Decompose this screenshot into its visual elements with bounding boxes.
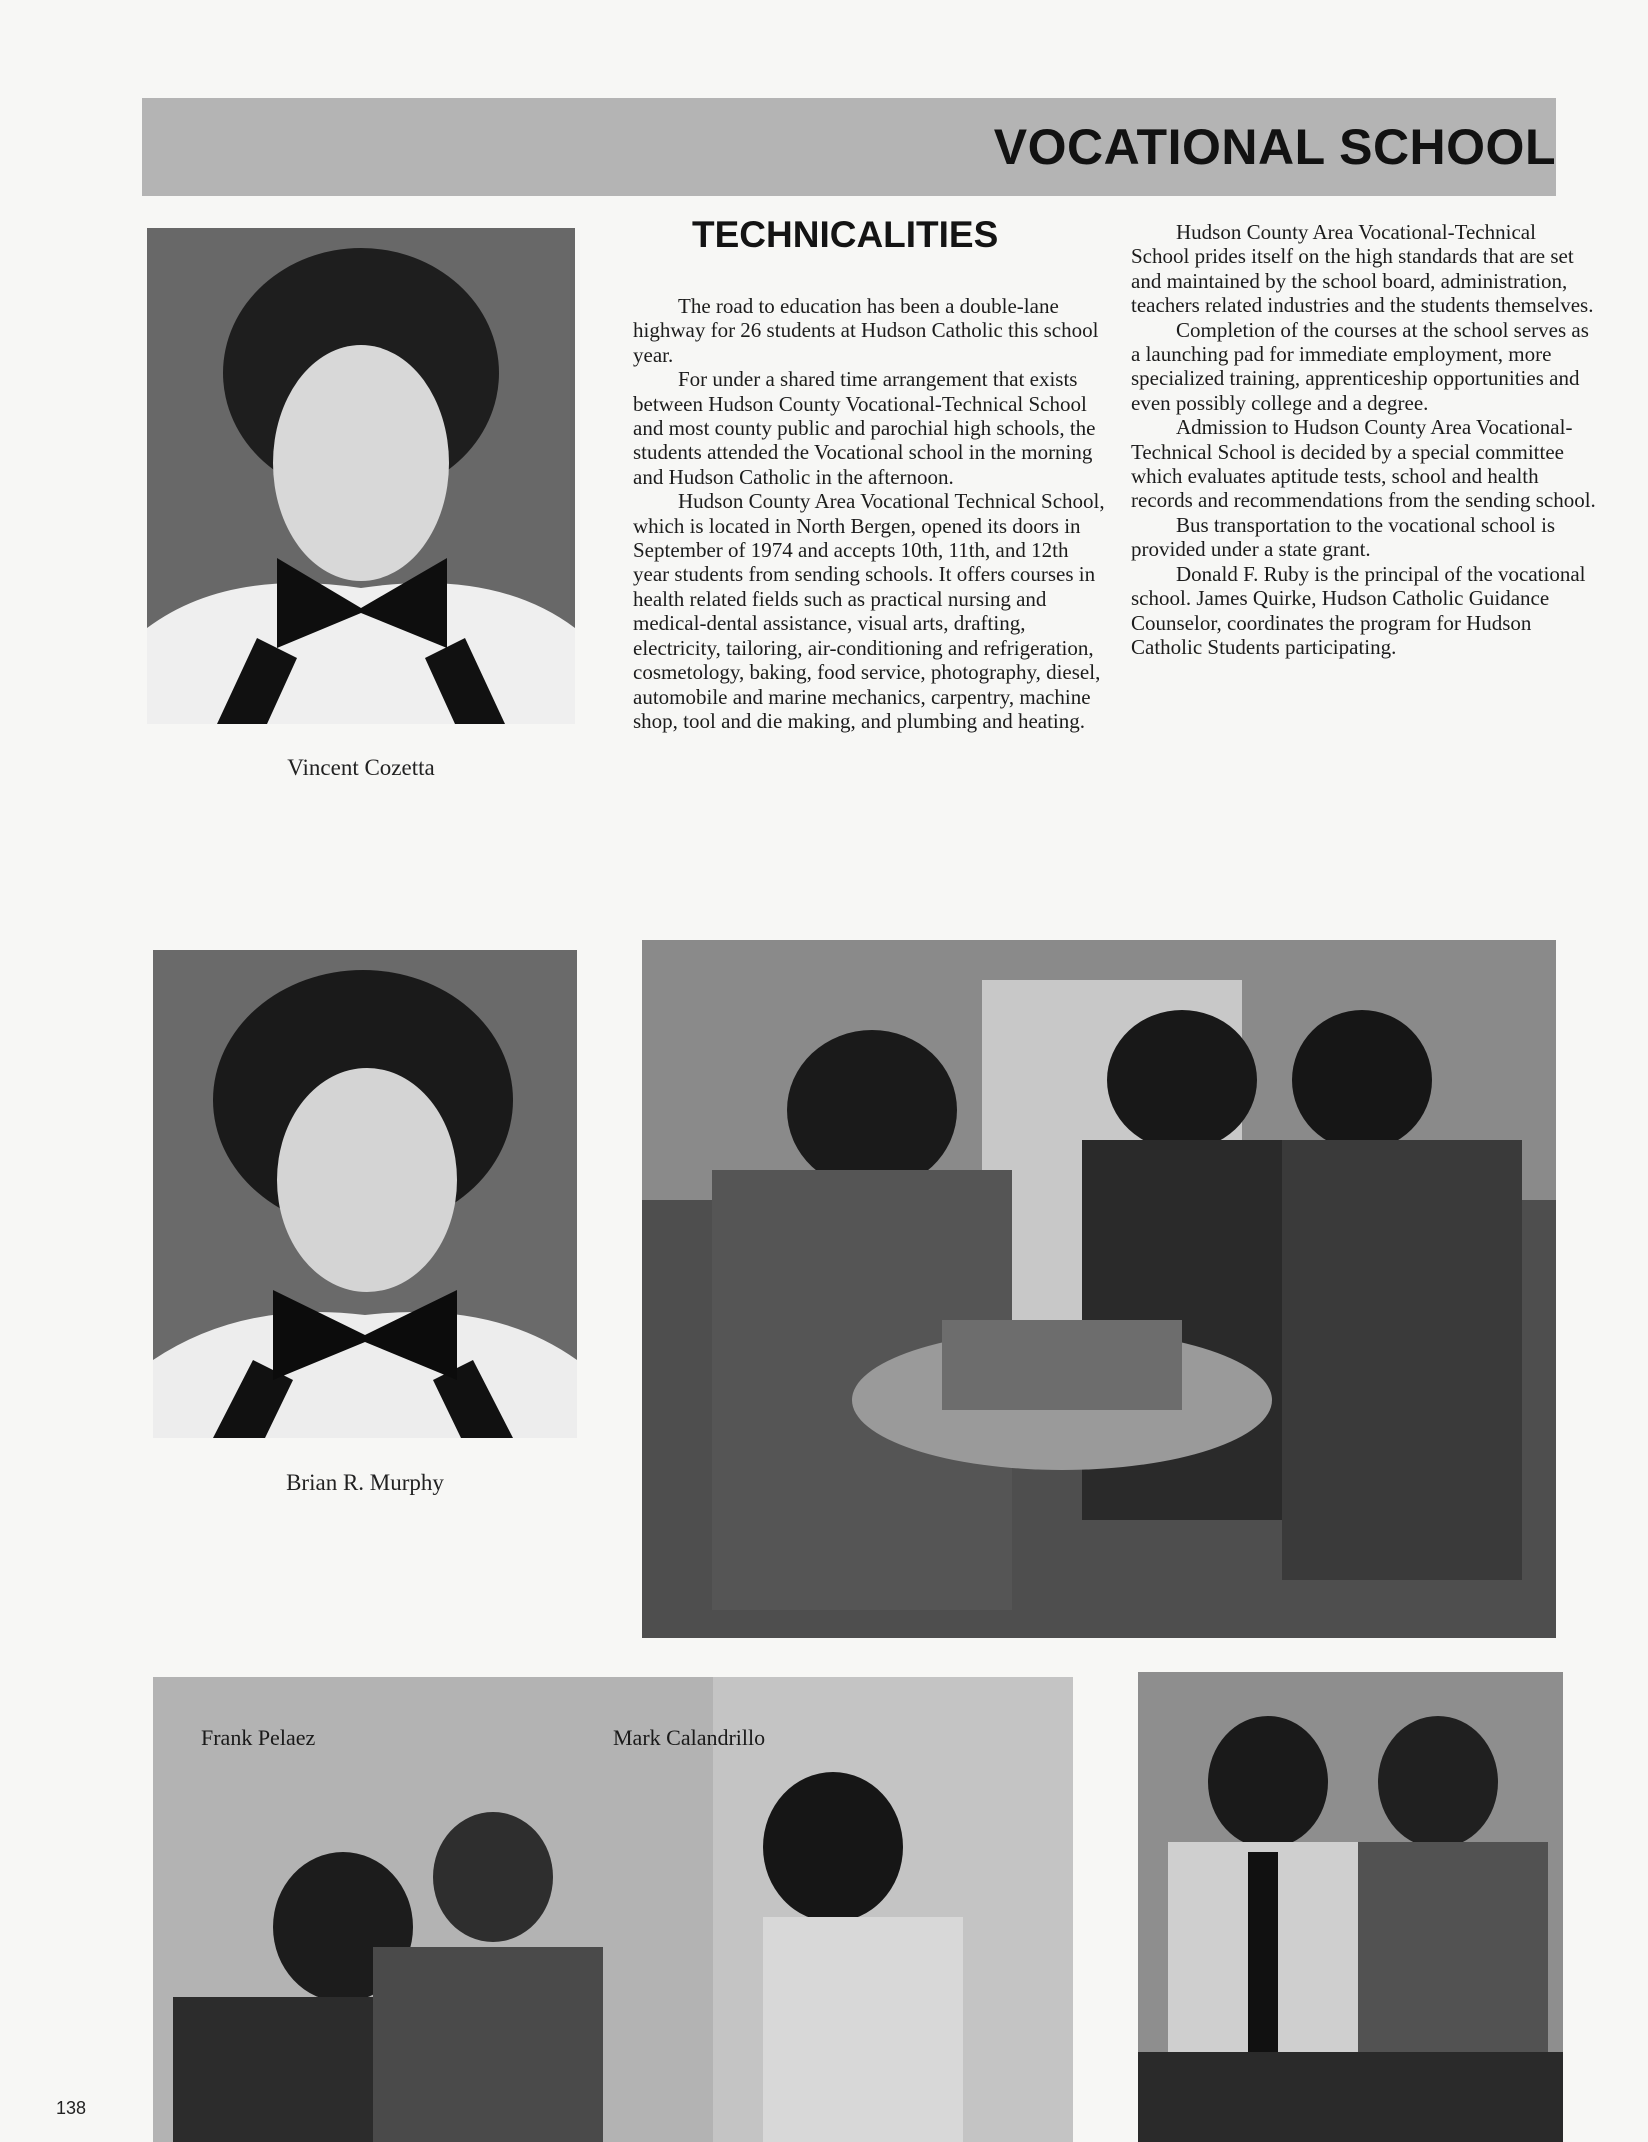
paragraph: Bus transportation to the vocational school is provided under a state grant. [1131, 512, 1556, 562]
section-title: VOCATIONAL SCHOOL [993, 119, 1556, 175]
workshop-photo-engine [642, 940, 1556, 1638]
workshop-photo-wiring [153, 1677, 1073, 2142]
photo-label-left: Frank Pelaez [201, 1725, 316, 1750]
portrait-1-caption: Vincent Cozetta [287, 755, 435, 780]
paragraph: The road to education has been a double-lane highway for 26 students at Hudson Catholic this school year. [633, 294, 1099, 367]
section-banner [142, 98, 1556, 196]
portrait-2-caption: Brian R. Murphy [286, 1470, 444, 1495]
workshop-photo-students [1138, 1672, 1563, 2142]
article-heading: TECHNICALITIES [692, 214, 999, 255]
article-column-1 [633, 294, 1106, 733]
paragraph: Admission to Hudson County Area Vocational-Technical School is decided by a special committee which evaluates aptitude tests, school and health records and recommendations from the sending school. [1131, 415, 1596, 513]
portrait-photo-1 [147, 228, 575, 724]
paragraph: Completion of the courses at the school serves as a launching pad for immediate employment, more specialized training, apprenticeship opportunities and even possibly college and a degree. [1131, 317, 1589, 415]
page-number: 138 [56, 2098, 87, 2118]
photo-label-right: Mark Calandrillo [613, 1725, 766, 1750]
paragraph: Donald F. Ruby is the principal of the vocational school. James Quirke, Hudson Catholic Guidance Counselor, coordinates the program for Hudson Catholic Students participating. [1131, 561, 1586, 659]
paragraph: Hudson County Area Vocational Technical School, which is located in North Bergen, opened its doors in September of 1974 and accepts 10th, 11th, and 12th year students from sending schools. It offers courses in health related fields such as practical nursing and medical-dental assistance, visual arts, drafting, electricity, tailoring, air-conditioning and refrigeration, cosmetology, baking, food service, photography, diesel, automobile and marine mechanics, carpentry, machine shop, tool and die making, and plumbing and heating. [633, 489, 1105, 733]
paragraph: Hudson County Area Vocational-Technical School prides itself on the high standards that are set and maintained by the school board, administration, teachers related industries and the students themselves. [1131, 220, 1594, 318]
portrait-photo-2 [153, 950, 577, 1438]
paragraph: For under a shared time arrangement that exists between Hudson County Vocational-Technical School and most county public and parochial high schools, the students attended the Vocational school in the morning and Hudson Catholic in the afternoon. [633, 367, 1096, 489]
article-column-2 [1131, 220, 1596, 659]
